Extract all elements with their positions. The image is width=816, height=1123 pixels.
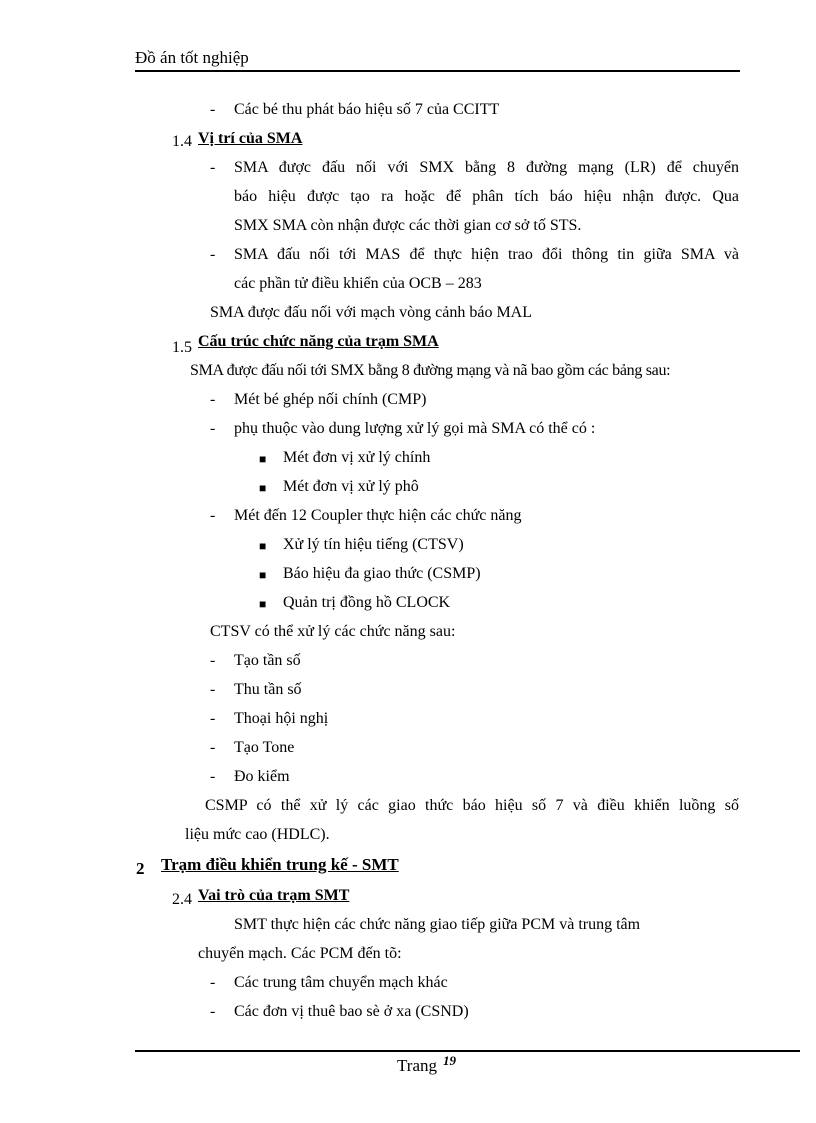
list-item: Các bé thu phát báo hiệu số 7 của CCITT: [234, 101, 500, 118]
list-item: Tạo tần số: [234, 652, 301, 669]
chapter-title: Trạm điều khiển trung kế - SMT: [161, 855, 399, 874]
list-dash: -: [210, 974, 216, 991]
page-footer-rule: [135, 1050, 800, 1052]
list-dash: -: [210, 246, 216, 263]
list-dash: -: [210, 739, 216, 756]
header-title: Đồ án tốt nghiệp: [135, 48, 249, 67]
paragraph-line: SMA được đấu nối với SMX bằng 8 đường mạng (LR) để chuyển: [234, 159, 739, 176]
list-dash: -: [210, 681, 216, 698]
paragraph-line: CSMP có thể xử lý các giao thức báo hiệu số 7 và điều khiển luồng số: [205, 797, 739, 814]
list-item: Mét đơn vị xử lý chính: [283, 449, 431, 466]
list-dash: -: [210, 391, 216, 408]
list-item: phụ thuộc vào dung lượng xử lý gọi mà SMA có thể có :: [234, 420, 596, 437]
list-dash: -: [210, 710, 216, 727]
bullet-square: ■: [259, 481, 267, 495]
list-item: Báo hiệu đa giao thức (CSMP): [283, 565, 481, 582]
list-item: Các trung tâm chuyển mạch khác: [234, 974, 448, 991]
list-item: Quản trị đồng hồ CLOCK: [283, 594, 451, 611]
footer-label: Trang: [397, 1056, 437, 1075]
section-title: Cấu trúc chức năng của trạm SMA: [198, 333, 439, 350]
list-item: Các đơn vị thuê bao sè ở xa (CSND): [234, 1003, 469, 1020]
paragraph-line: SMA được đấu nối tới SMX bằng 8 đường mạng và nã bao gồm các bảng sau:: [190, 362, 671, 379]
paragraph-line: SMA được đấu nối với mạch vòng cảnh báo MAL: [210, 304, 532, 321]
list-item: Thoại hội nghị: [234, 710, 329, 727]
page-header: [135, 48, 740, 72]
bullet-square: ■: [259, 452, 267, 466]
list-item: Mét đến 12 Coupler thực hiện các chức năng: [234, 507, 522, 524]
list-item: Tạo Tone: [234, 739, 295, 756]
page-footer: [397, 1053, 456, 1076]
paragraph-line: CTSV có thể xử lý các chức năng sau:: [210, 623, 456, 640]
list-item: Mét đơn vị xử lý phô: [283, 478, 419, 495]
bullet-square: ■: [259, 597, 267, 611]
list-dash: -: [210, 652, 216, 669]
bullet-square: ■: [259, 568, 267, 582]
list-dash: -: [210, 159, 216, 176]
section-number: 1.5: [172, 339, 192, 356]
list-item: Xử lý tín hiệu tiếng (CTSV): [283, 536, 464, 553]
list-item: Thu tần số: [234, 681, 302, 698]
list-dash: -: [210, 507, 216, 524]
list-dash: -: [210, 101, 216, 118]
list-dash: -: [210, 768, 216, 785]
section-number: 2.4: [172, 891, 192, 908]
paragraph-line: các phần tử điều khiển của OCB – 283: [234, 275, 482, 292]
chapter-number: 2: [136, 859, 145, 878]
list-item: Mét bé ghép nối chính (CMP): [234, 391, 427, 408]
paragraph-line: chuyển mạch. Các PCM đến tõ:: [198, 945, 402, 962]
paragraph-line: liệu mức cao (HDLC).: [185, 826, 330, 843]
list-item: Đo kiểm: [234, 768, 290, 785]
paragraph-line: SMX SMA còn nhận được các thời gian cơ sở tố STS.: [234, 217, 582, 234]
list-dash: -: [210, 420, 216, 437]
section-title: Vai trò của trạm SMT: [198, 887, 350, 904]
page-number: 19: [443, 1053, 456, 1068]
list-dash: -: [210, 1003, 216, 1020]
paragraph-line: SMT thực hiện các chức năng giao tiếp giữa PCM và trung tâm: [234, 916, 641, 933]
section-number: 1.4: [172, 133, 192, 150]
bullet-square: ■: [259, 539, 267, 553]
section-title: Vị trí của SMA: [198, 130, 303, 147]
paragraph-line: báo hiệu được tạo ra hoặc để phân tích báo hiệu nhận được. Qua: [234, 188, 739, 205]
paragraph-line: SMA đấu nối tới MAS để thực hiện trao đổi thông tin giữa SMA và: [234, 246, 739, 263]
